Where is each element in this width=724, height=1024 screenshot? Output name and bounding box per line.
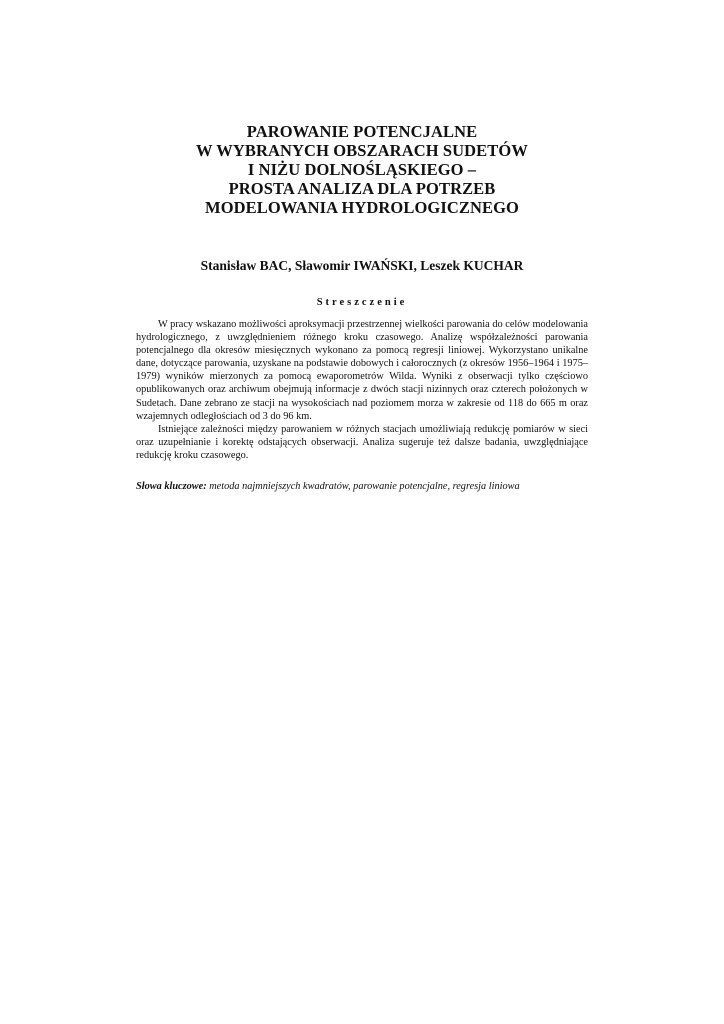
abstract-body (136, 318, 588, 462)
keywords-line (136, 480, 588, 493)
abstract-paragraph: W pracy wskazano możliwości aproksymacji przestrzennej wielkości parowania do celów modelowania hydrologicznego, z uwzględnieniem różnego kroku czasowego. Analizę współzależności parowania potencjalnego dla okresów miesięcznych wykonano za pomocą regresji liniowej. Wykorzystano unikalne dane, dotyczące parowania, uzyskane na podstawie dobowych i całorocznych (z okresów 1956–1964 i 1975–1979) wyników mierzonych za pomocą ewaporometrów Wilda. Wyniki z obserwacji tylko częściowo opublikowanych oraz archiwum obejmują informacje z dwóch stacji nizinnych oraz czterech położonych w Sudetach. Dane zebrano ze stacji na wysokościach nad poziomem morza w zakresie od 118 do 665 m oraz wzajemnych odległościach od 3 do 96 km. (136, 319, 588, 422)
keywords-label: Słowa kluczowe: (136, 481, 207, 492)
title-line: MODELOWANIA HYDROLOGICZNEGO (205, 198, 519, 217)
title-line: PAROWANIE POTENCJALNE (246, 122, 478, 141)
title-line: I NIŻU DOLNOŚLĄSKIEGO – (247, 160, 477, 179)
paper-title (100, 122, 624, 217)
title-line: W WYBRANYCH OBSZARACH SUDETÓW (196, 141, 528, 160)
title-line: PROSTA ANALIZA DLA POTRZEB (228, 179, 496, 198)
author-list: Stanisław BAC, Sławomir IWAŃSKI, Leszek KUCHAR (200, 258, 524, 273)
abstract-heading: Streszczenie (316, 297, 408, 308)
abstract-paragraph: Istniejące zależności między parowaniem w różnych stacjach umożliwiają redukcję pomiarów w sieci oraz uzupełnianie i korektę odstających obserwacji. Analiza sugeruje też dalsze badania, uwzględniające redukcję kroku czasowego. (136, 423, 588, 461)
keywords-text: metoda najmniejszych kwadratów, parowanie potencjalne, regresja liniowa (206, 481, 520, 492)
